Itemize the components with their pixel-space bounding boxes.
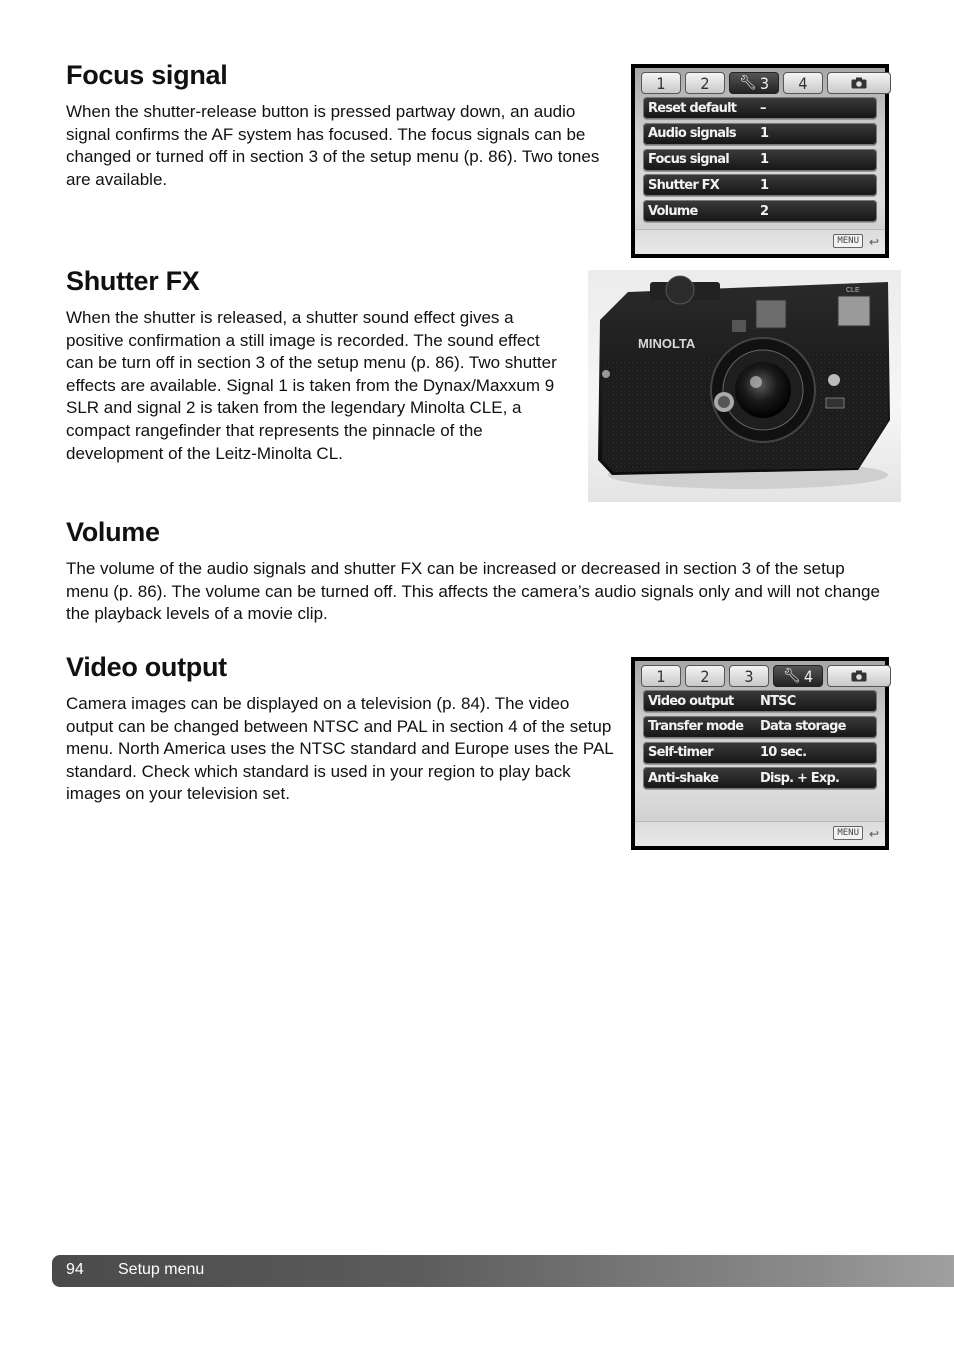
menu-row-volume[interactable]: [643, 200, 877, 222]
lcd-display: [635, 661, 885, 846]
row-value: Disp. + Exp.: [760, 770, 840, 786]
page-number: 94: [66, 1261, 84, 1278]
heading-focus-signal: Focus signal: [66, 60, 228, 90]
menu-row-reset-default[interactable]: [643, 97, 877, 119]
menu-rows: [643, 97, 877, 226]
row-value: 1: [760, 126, 769, 142]
row-value: 10 sec.: [760, 745, 807, 761]
row-label: Reset default: [648, 100, 737, 116]
wrench-icon: 🔧︎: [739, 75, 757, 91]
tab-1[interactable]: 1: [641, 72, 681, 94]
text-focus-signal: When the shutter-release button is pressed partway down, an audio signal confirms the AF system has focused. The focus signals can be changed or turned off in section 3 of the setup menu (p. 86). Two tones are available.: [66, 102, 600, 189]
row-value: Data storage: [760, 719, 846, 735]
row-label: Video output: [648, 693, 734, 709]
text-shutter-fx: When the shutter is released, a shutter sound effect gives a positive confirmation a still image is recorded. The sound effect can be turn off in section 3 of the setup menu (p. 86). Two shutter effects are available. Signal 1 is taken from the Dynax/Maxxum 9 SLR and signal 2 is taken from the legendary Minolta CLE, a compact rangefinder that represents the pinnacle of the development of the Leitz-Minolta CL.: [66, 308, 557, 463]
tab-3-active[interactable]: [729, 72, 779, 94]
tab-4-active[interactable]: [773, 665, 823, 687]
row-label: Transfer mode: [648, 719, 744, 735]
text-volume: The volume of the audio signals and shutter FX can be increased or decreased in section 3 of the setup menu (p. 86). The volume can be turned off. This affects the camera’s audio signals only and will not change the playback levels of a movie clip.: [66, 559, 880, 624]
menu-row-audio-signals[interactable]: [643, 123, 877, 145]
heading-shutter-fx: Shutter FX: [66, 266, 200, 296]
row-value: NTSC: [760, 693, 796, 709]
tab-4[interactable]: 4: [783, 72, 823, 94]
tab-camera[interactable]: [827, 72, 891, 94]
return-icon: ↩: [868, 235, 879, 249]
heading-volume: Volume: [66, 517, 160, 547]
return-icon: ↩: [868, 827, 879, 841]
camera-icon: [851, 77, 867, 89]
tab-2[interactable]: 2: [685, 72, 725, 94]
setup-menu-screen-section-4: [631, 657, 889, 850]
menu-tabs: [641, 72, 879, 94]
camera-model-text: CLE: [846, 287, 860, 294]
tab-4-label: 4: [803, 666, 813, 686]
menu-row-shutter-fx[interactable]: [643, 174, 877, 196]
text-video-output: Camera images can be displayed on a television (p. 84). The video output can be changed between NTSC and PAL in section 4 of the setup menu. North America uses the NTSC standard and Europe uses the PAL standard. Check which standard is used in your region to play back images on your television set.: [66, 694, 614, 804]
row-label: Audio signals: [648, 126, 736, 142]
row-label: Anti-shake: [648, 770, 719, 786]
lcd-footer: [635, 229, 885, 254]
menu-rows: [643, 690, 877, 793]
row-label: Self-timer: [648, 745, 713, 761]
menu-row-self-timer[interactable]: [643, 742, 877, 764]
tab-1[interactable]: 1: [641, 665, 681, 687]
heading-video-output: Video output: [66, 652, 227, 682]
minolta-cle-camera-photo: [588, 270, 901, 502]
menu-tabs: [641, 665, 879, 687]
camera-icon: [851, 670, 867, 682]
menu-button[interactable]: MENU: [833, 826, 863, 840]
row-value: 1: [760, 152, 769, 168]
tab-3-label: 3: [759, 73, 769, 93]
row-value: –: [760, 100, 766, 116]
row-label: Volume: [648, 203, 698, 219]
menu-row-transfer-mode[interactable]: [643, 716, 877, 738]
menu-row-focus-signal[interactable]: [643, 149, 877, 171]
wrench-icon: 🔧︎: [783, 668, 801, 684]
menu-button[interactable]: MENU: [833, 234, 863, 248]
menu-row-anti-shake[interactable]: [643, 767, 877, 789]
menu-row-video-output[interactable]: [643, 690, 877, 712]
camera-illustration: [588, 270, 901, 502]
tab-2[interactable]: 2: [685, 665, 725, 687]
row-label: Shutter FX: [648, 177, 719, 193]
footer-section-title: Setup menu: [118, 1261, 205, 1278]
lcd-display: [635, 68, 885, 254]
row-label: Focus signal: [648, 152, 729, 168]
camera-brand-text: MINOLTA: [638, 336, 696, 351]
setup-menu-screen-section-3: [631, 64, 889, 258]
lcd-footer: [635, 821, 885, 846]
tab-3[interactable]: 3: [729, 665, 769, 687]
tab-camera[interactable]: [827, 665, 891, 687]
row-value: 1: [760, 177, 769, 193]
row-value: 2: [760, 203, 769, 219]
